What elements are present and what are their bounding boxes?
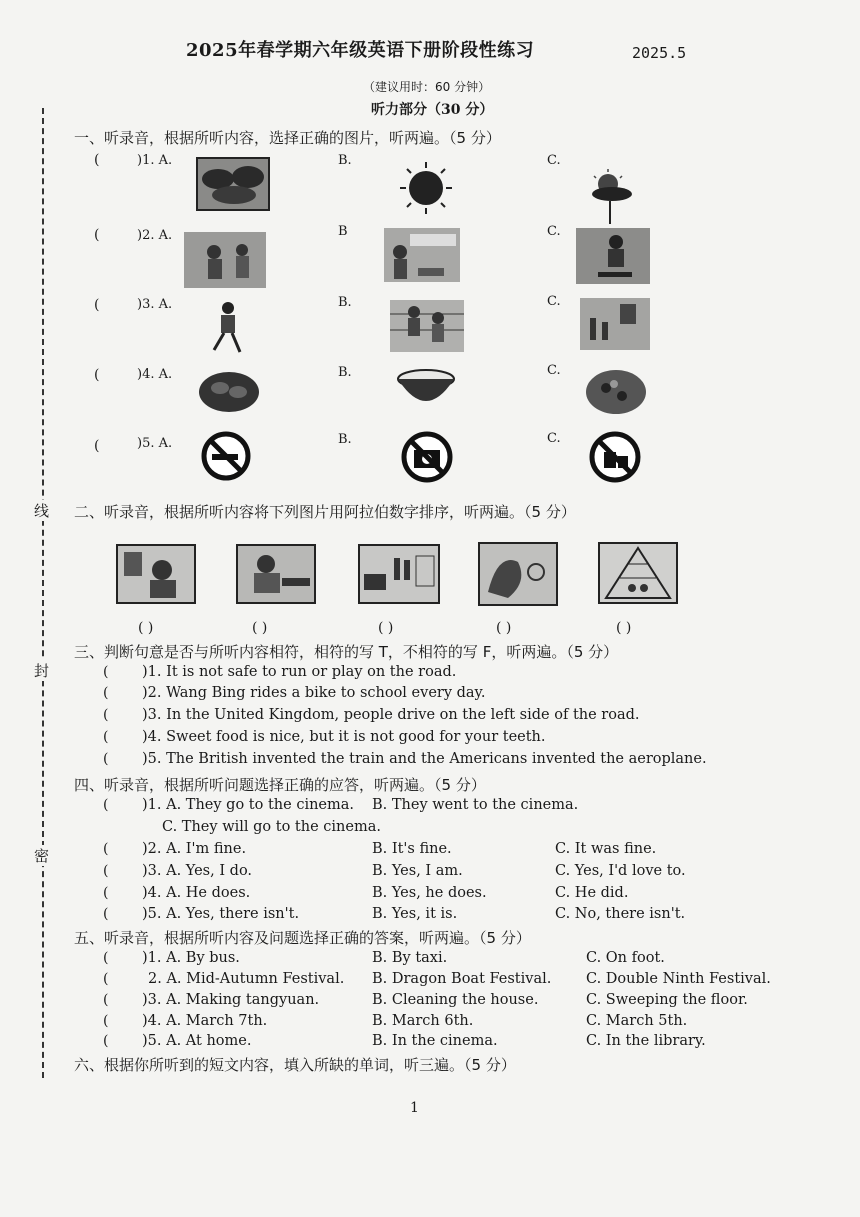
food-dish-image bbox=[584, 366, 648, 418]
dumplings-plate-image bbox=[198, 368, 260, 414]
s5-q1-option-c: C. On foot. bbox=[586, 950, 665, 966]
option-c-label: C. bbox=[547, 224, 561, 239]
order-paren-4[interactable]: ( ) bbox=[496, 620, 512, 636]
question-number: )4. A. bbox=[137, 367, 173, 382]
sun-cloud-rain-icon bbox=[580, 168, 640, 226]
s5-q4-option-c: C. March 5th. bbox=[586, 1013, 688, 1029]
answer-paren[interactable]: ( bbox=[103, 685, 109, 701]
no-smoking-sign-icon bbox=[200, 430, 252, 482]
binding-label-feng: 封 bbox=[34, 662, 50, 680]
statement-3: )3. In the United Kingdom, people drive on the left side of the road. bbox=[142, 707, 640, 723]
q2-option-a: )2. A. I'm fine. bbox=[142, 841, 247, 857]
answer-paren[interactable]: ( bbox=[94, 438, 100, 454]
q1-option-a: )1. A. They go to the cinema. bbox=[142, 797, 355, 813]
answer-paren[interactable]: ( bbox=[103, 950, 109, 966]
q3-option-b: B. Yes, I am. bbox=[372, 863, 463, 879]
listening-section-title: 听力部分（30 分） bbox=[371, 102, 494, 118]
answer-paren[interactable]: ( bbox=[103, 885, 109, 901]
answer-paren[interactable]: ( bbox=[103, 729, 109, 745]
q1-option-b: B. They went to the cinema. bbox=[372, 797, 579, 813]
option-b-label: B bbox=[338, 224, 348, 239]
q1-option-c: C. They will go to the cinema. bbox=[162, 819, 381, 835]
s5-q5-option-b: B. In the cinema. bbox=[372, 1033, 498, 1049]
q5-option-b: B. Yes, it is. bbox=[372, 906, 458, 922]
page-number: 1 bbox=[410, 1100, 419, 1116]
answer-paren[interactable]: ( bbox=[103, 906, 109, 922]
q2-option-b: B. It's fine. bbox=[372, 841, 452, 857]
section6-heading: 六、根据你所听到的短文内容，填入所缺的单词，听三遍。（5 分） bbox=[74, 1056, 516, 1074]
option-c-label: C. bbox=[547, 431, 561, 446]
street-crossing-image bbox=[580, 298, 650, 350]
s5-q3-option-a: )3. A. Making tangyuan. bbox=[142, 992, 320, 1008]
s5-q2-option-a: 2. A. Mid-Autumn Festival. bbox=[148, 971, 345, 987]
s5-q3-option-b: B. Cleaning the house. bbox=[372, 992, 539, 1008]
binding-label-xian: 线 bbox=[34, 502, 50, 520]
s5-q1-option-a: )1. A. By bus. bbox=[142, 950, 240, 966]
q5-option-a: )5. A. Yes, there isn't. bbox=[142, 906, 300, 922]
section3-heading: 三、判断句意是否与所听内容相符，相符的写 T，不相符的写 F，听两遍。（5 分） bbox=[74, 643, 619, 661]
toothache-image bbox=[478, 542, 558, 606]
answer-paren[interactable]: ( bbox=[103, 863, 109, 879]
q3-option-a: )3. A. Yes, I do. bbox=[142, 863, 253, 879]
answer-paren[interactable]: ( bbox=[103, 751, 109, 767]
suggested-time: （建议用时：60 分钟） bbox=[363, 80, 491, 94]
s5-q2-option-c: C. Double Ninth Festival. bbox=[586, 971, 771, 987]
question-number: )5. A. bbox=[137, 436, 173, 451]
binding-label-mi: 密 bbox=[34, 847, 50, 865]
woman-at-desk-image bbox=[236, 544, 316, 604]
q2-option-c: C. It was fine. bbox=[555, 841, 657, 857]
dark-clouds-image bbox=[196, 157, 270, 211]
q4-option-b: B. Yes, he does. bbox=[372, 885, 487, 901]
answer-paren[interactable]: ( bbox=[94, 367, 100, 383]
section2-heading: 二、听录音，根据所听内容将下列图片用阿拉伯数字排序，听两遍。（5 分） bbox=[74, 503, 576, 521]
option-b-label: B. bbox=[338, 432, 352, 447]
s5-q3-option-c: C. Sweeping the floor. bbox=[586, 992, 748, 1008]
order-paren-3[interactable]: ( ) bbox=[378, 620, 394, 636]
exam-title: 2025年春学期六年级英语下册阶段性练习 bbox=[186, 40, 535, 61]
section5-heading: 五、听录音，根据所听内容及问题选择正确的答案，听两遍。（5 分） bbox=[74, 929, 531, 947]
binding-dashed-line bbox=[42, 108, 44, 1078]
s5-q5-option-c: C. In the library. bbox=[586, 1033, 706, 1049]
birthday-party-image bbox=[384, 228, 460, 282]
option-c-label: C. bbox=[547, 363, 561, 378]
sports-match-image bbox=[184, 232, 266, 288]
no-food-sign-icon bbox=[588, 430, 642, 484]
statement-5: )5. The British invented the train and the Americans invented the aeroplane. bbox=[142, 751, 707, 767]
order-paren-2[interactable]: ( ) bbox=[252, 620, 268, 636]
answer-paren[interactable]: ( bbox=[103, 707, 109, 723]
s5-q2-option-b: B. Dragon Boat Festival. bbox=[372, 971, 552, 987]
question-number: )3. A. bbox=[137, 297, 173, 312]
boxing-ring-image bbox=[390, 300, 464, 352]
section1-heading: 一、听录音，根据所听内容，选择正确的图片，听两遍。（5 分） bbox=[74, 129, 501, 147]
q4-option-a: )4. A. He does. bbox=[142, 885, 251, 901]
statement-2: )2. Wang Bing rides a bike to school every day. bbox=[142, 685, 486, 701]
answer-paren[interactable]: ( bbox=[103, 1033, 109, 1049]
answer-paren[interactable]: ( bbox=[103, 992, 109, 1008]
question-number: )2. A. bbox=[137, 228, 173, 243]
q3-option-c: C. Yes, I'd love to. bbox=[555, 863, 686, 879]
q4-option-c: C. He did. bbox=[555, 885, 629, 901]
answer-paren[interactable]: ( bbox=[103, 664, 109, 680]
boy-on-phone-image bbox=[116, 544, 196, 604]
section4-heading: 四、听录音，根据所听问题选择正确的应答，听两遍。（5 分） bbox=[74, 776, 486, 794]
exam-date: 2025.5 bbox=[632, 44, 687, 62]
option-b-label: B. bbox=[338, 365, 352, 380]
s5-q1-option-b: B. By taxi. bbox=[372, 950, 448, 966]
food-pyramid-image bbox=[598, 542, 678, 604]
answer-paren[interactable]: ( bbox=[103, 1013, 109, 1029]
statement-4: )4. Sweet food is nice, but it is not good for your teeth. bbox=[142, 729, 546, 745]
s5-q5-option-a: )5. A. At home. bbox=[142, 1033, 252, 1049]
option-c-label: C. bbox=[547, 153, 561, 168]
q5-option-c: C. No, there isn't. bbox=[555, 906, 686, 922]
running-boy-image bbox=[206, 300, 248, 356]
order-paren-5[interactable]: ( ) bbox=[616, 620, 632, 636]
answer-paren[interactable]: ( bbox=[103, 841, 109, 857]
order-paren-1[interactable]: ( ) bbox=[138, 620, 154, 636]
question-number: )1. A. bbox=[137, 153, 173, 168]
sun-icon bbox=[398, 160, 454, 216]
option-c-label: C. bbox=[547, 294, 561, 309]
skateboarding-image bbox=[576, 228, 650, 284]
statement-1: )1. It is not safe to run or play on the road. bbox=[142, 664, 457, 680]
answer-paren[interactable]: ( bbox=[94, 297, 100, 313]
answer-paren[interactable]: ( bbox=[94, 152, 100, 168]
option-b-label: B. bbox=[338, 295, 352, 310]
s5-q4-option-b: B. March 6th. bbox=[372, 1013, 474, 1029]
option-b-label: B. bbox=[338, 153, 352, 168]
no-photos-sign-icon bbox=[400, 430, 454, 484]
answer-paren[interactable]: ( bbox=[94, 227, 100, 243]
street-scene-image bbox=[358, 544, 440, 604]
rice-bowl-image bbox=[396, 367, 456, 415]
s5-q4-option-a: )4. A. March 7th. bbox=[142, 1013, 268, 1029]
answer-paren[interactable]: ( bbox=[103, 797, 109, 813]
answer-paren[interactable]: ( bbox=[103, 971, 109, 987]
